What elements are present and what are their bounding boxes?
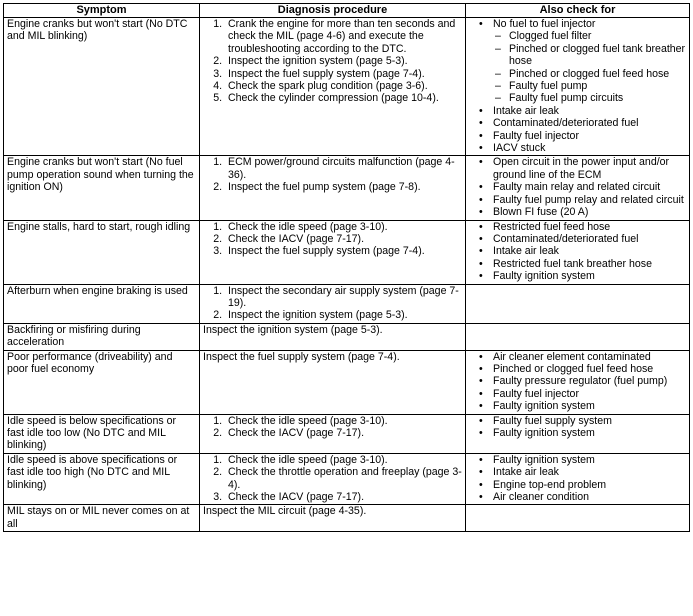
procedure-step: 5. Check the cylinder compression (page 10-4). (225, 92, 462, 104)
also-check-cell (466, 453, 690, 505)
procedure-cell (200, 323, 466, 350)
check-item (479, 181, 686, 193)
also-check-cell (466, 156, 690, 220)
check-item (479, 375, 686, 387)
procedure-steps (203, 454, 462, 504)
check-item-text: Faulty pressure regulator (fuel pump) (493, 375, 668, 388)
procedure-cell (200, 156, 466, 220)
symptom-cell: Engine stalls, hard to start, rough idling (4, 220, 200, 284)
table-row (4, 220, 690, 284)
check-item (479, 427, 686, 439)
check-list (469, 156, 686, 218)
check-item-text: No fuel to fuel injector (493, 18, 596, 30)
also-check-cell (466, 505, 690, 532)
check-item (479, 400, 686, 412)
check-item-text: Faulty ignition system (493, 427, 595, 439)
check-item (479, 491, 686, 503)
procedure-step: 1. ECM power/ground circuits malfunction (page 4-36). (225, 156, 462, 181)
symptom-cell: Engine cranks but won't start (No DTC and MIL blinking) (4, 18, 200, 156)
symptom-cell: Engine cranks but won't start (No fuel pump operation sound when turning the ignition ON) (4, 156, 200, 220)
check-list (469, 351, 686, 413)
check-item (479, 221, 686, 233)
check-item-text: Air cleaner element contaminated (493, 350, 651, 363)
check-sub-item: – Clogged fuel filter (493, 30, 686, 42)
check-sub-item: – Pinched or clogged fuel feed hose (493, 68, 686, 80)
also-check-cell (466, 350, 690, 414)
check-sub-list (493, 30, 686, 104)
procedure-step: 2. Inspect the fuel pump system (page 7-8). (225, 181, 462, 193)
procedure-step: 2. Inspect the ignition system (page 5-3). (225, 55, 462, 67)
check-item-text: Restricted fuel feed hose (493, 220, 611, 233)
check-sub-item: – Faulty fuel pump circuits (493, 92, 686, 104)
procedure-cell (200, 284, 466, 323)
table-row (4, 156, 690, 220)
check-item (479, 363, 686, 375)
check-item-text: Engine top-end problem (493, 478, 607, 491)
diagnosis-table (3, 3, 690, 532)
also-check-cell (466, 323, 690, 350)
check-item-text: Open circuit in the power input and/or ground line of the ECM (493, 156, 670, 181)
table-row (4, 414, 690, 453)
check-item (479, 479, 686, 491)
check-item-text: IACV stuck (493, 142, 546, 155)
check-item-text: Faulty fuel supply system (493, 414, 612, 427)
header-also-check: Also check for (466, 4, 690, 18)
also-check-cell (466, 18, 690, 156)
procedure-cell (200, 18, 466, 156)
check-list (469, 221, 686, 283)
procedure-step: 4. Check the spark plug condition (page 3-6). (225, 80, 462, 92)
check-sub-item: – Pinched or clogged fuel tank breather hose (493, 43, 686, 68)
check-item-text: Faulty ignition system (493, 400, 595, 413)
procedure-step: 1. Check the idle speed (page 3-10). (225, 454, 462, 466)
check-item (479, 233, 686, 245)
check-item (479, 388, 686, 400)
procedure-step: 2. Inspect the ignition system (page 5-3). (225, 309, 462, 321)
procedure-step: 1. Check the idle speed (page 3-10). (225, 415, 462, 427)
check-item-text: Air cleaner condition (493, 491, 589, 504)
check-item (479, 105, 686, 117)
check-item-text: Pinched or clogged fuel feed hose (493, 362, 654, 375)
check-item-text: Intake air leak (493, 466, 559, 479)
procedure-step: 2. Check the IACV (page 7-17). (225, 427, 462, 439)
procedure-steps (203, 18, 462, 105)
procedure-step: 1. Check the idle speed (page 3-10). (225, 221, 462, 233)
procedure-step: 2. Check the throttle operation and freeplay (page 3-4). (225, 466, 462, 491)
symptom-cell: Idle speed is above specifications or fast idle too high (No DTC and MIL blinking) (4, 453, 200, 505)
procedure-step: 2. Check the IACV (page 7-17). (225, 233, 462, 245)
check-item (479, 351, 686, 363)
check-item-text: Faulty ignition system (493, 270, 595, 283)
procedure-steps (203, 415, 462, 440)
table-row (4, 453, 690, 505)
check-item-text: Contaminated/deteriorated fuel (493, 232, 639, 245)
check-list (469, 454, 686, 504)
check-item-text: Faulty fuel pump relay and related circuit (493, 193, 684, 206)
check-item (479, 117, 686, 129)
table-body (4, 18, 690, 532)
procedure-cell (200, 220, 466, 284)
header-row (4, 4, 690, 18)
check-item (479, 18, 686, 105)
check-list (469, 415, 686, 440)
check-item (479, 194, 686, 206)
check-item (479, 270, 686, 282)
check-sub-item: – Faulty fuel pump (493, 80, 686, 92)
symptom-cell: Backfiring or misfiring during acceleration (4, 323, 200, 350)
symptom-cell: Idle speed is below specifications or fast idle too low (No DTC and MIL blinking) (4, 414, 200, 453)
procedure-steps (203, 221, 462, 258)
procedure-step: 3. Inspect the fuel supply system (page 7-4). (225, 68, 462, 80)
procedure-cell (200, 350, 466, 414)
check-item-text: Intake air leak (493, 104, 559, 117)
table-row (4, 350, 690, 414)
header-symptom: Symptom (4, 4, 200, 18)
check-item (479, 130, 686, 142)
procedure-step: 1. Crank the engine for more than ten seconds and check the MIL (page 4-6) and execute the troubleshooting according to the DTC. (225, 18, 462, 55)
procedure-text: Inspect the ignition system (page 5-3). (203, 323, 383, 336)
also-check-cell (466, 220, 690, 284)
table-row (4, 505, 690, 532)
check-item (479, 245, 686, 257)
table-row (4, 18, 690, 156)
procedure-text: Inspect the MIL circuit (page 4-35). (203, 505, 367, 518)
procedure-step: 3. Inspect the fuel supply system (page 7-4). (225, 245, 462, 257)
procedure-steps (203, 156, 462, 193)
also-check-cell (466, 284, 690, 323)
check-item (479, 206, 686, 218)
check-item-text: Blown FI fuse (20 A) (493, 206, 589, 219)
procedure-cell (200, 453, 466, 505)
check-item (479, 466, 686, 478)
check-item-text: Faulty ignition system (493, 453, 595, 466)
header-diagnosis-procedure: Diagnosis procedure (200, 4, 466, 18)
check-item-text: Faulty fuel injector (493, 387, 579, 400)
procedure-cell (200, 505, 466, 532)
symptom-cell: Poor performance (driveability) and poor fuel economy (4, 350, 200, 414)
check-item (479, 142, 686, 154)
check-item-text: Faulty main relay and related circuit (493, 181, 661, 194)
check-item-text: Contaminated/deteriorated fuel (493, 117, 639, 130)
symptom-cell: Afterburn when engine braking is used (4, 284, 200, 323)
table-row (4, 284, 690, 323)
check-item-text: Restricted fuel tank breather hose (493, 257, 652, 270)
check-item (479, 156, 686, 181)
check-item (479, 415, 686, 427)
procedure-step: 1. Inspect the secondary air supply system (page 7-19). (225, 285, 462, 310)
check-item (479, 454, 686, 466)
check-item-text: Intake air leak (493, 245, 559, 258)
procedure-text: Inspect the fuel supply system (page 7-4). (203, 350, 400, 363)
check-item-text: Faulty fuel injector (493, 129, 579, 142)
procedure-step: 3. Check the IACV (page 7-17). (225, 491, 462, 503)
symptom-cell: MIL stays on or MIL never comes on at all (4, 505, 200, 532)
procedure-cell (200, 414, 466, 453)
check-list (469, 18, 686, 154)
table-row (4, 323, 690, 350)
also-check-cell (466, 414, 690, 453)
procedure-steps (203, 285, 462, 322)
check-item (479, 258, 686, 270)
